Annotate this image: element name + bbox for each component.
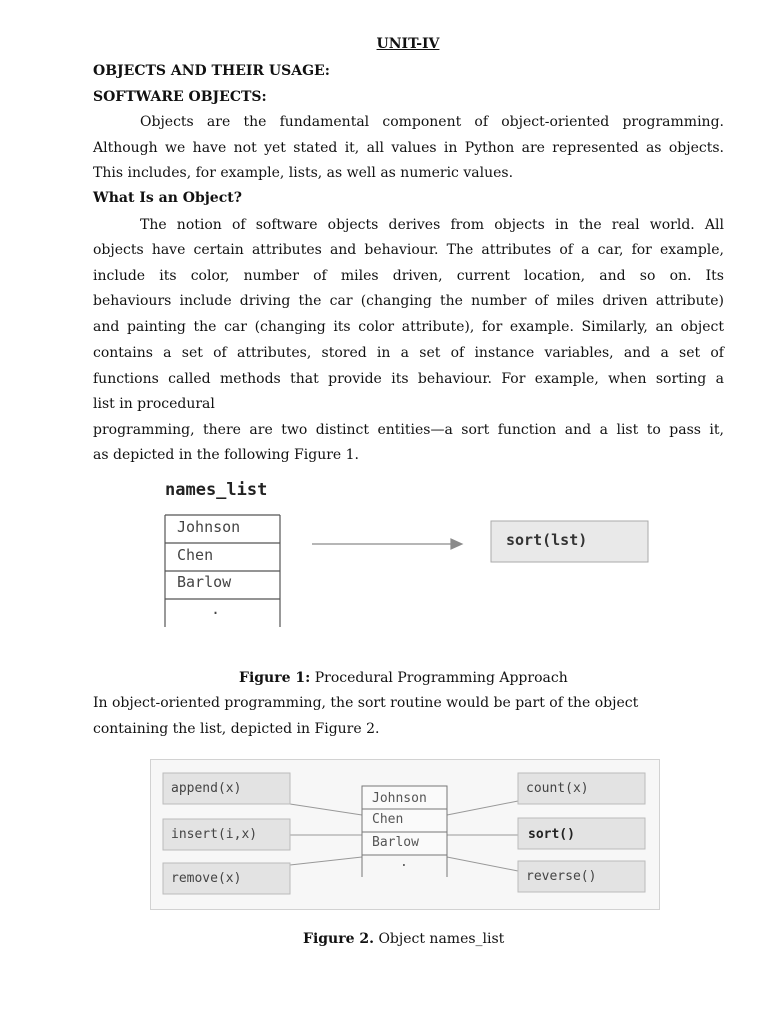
figure-2-item-chen: Chen: [372, 812, 404, 827]
figure-2-diagram: [150, 759, 661, 911]
figure-2-caption: [303, 930, 504, 948]
figure-1-caption-label: Figure 1:: [239, 670, 311, 686]
body-line-6: contains a set of attributes, stored in a set of instance variables, and a set of: [93, 345, 724, 361]
figure-2-item-ellipsis: .: [400, 855, 408, 870]
figure-2-right-method-reverse-label: reverse(): [526, 869, 597, 884]
figure-2-item-johnson: Johnson: [372, 791, 427, 806]
figure-1-item-barlow: Barlow: [177, 573, 232, 591]
intro-line-1: Objects are the fundamental component of object-oriented programming.: [140, 114, 724, 130]
figure-2-right-method-count-label: count(x): [526, 781, 589, 796]
figure-2-item-barlow: Barlow: [372, 835, 419, 850]
figure-2-left-method-remove-label: remove(x): [171, 871, 242, 886]
intro-line-3: This includes, for example, lists, as well as numeric values.: [93, 165, 514, 181]
figure-2-left-method-append: [163, 773, 290, 804]
figure-2-right-method-reverse: [518, 861, 645, 892]
figure-2-left-method-append-label: append(x): [171, 781, 242, 796]
figure-2-caption-text: Object names_list: [374, 931, 505, 947]
section-heading-objects-usage: OBJECTS AND THEIR USAGE:: [93, 63, 330, 79]
body-line-3: include its color, number of miles driven, current location, and so on. Its: [93, 268, 724, 284]
figure-1-arrow: [312, 539, 462, 549]
figure-1-item-ellipsis: .: [211, 600, 221, 618]
figure-1-function-label: sort(lst): [506, 531, 588, 549]
body-line-4: behaviours include driving the car (changing the number of miles driven attribute): [93, 293, 724, 309]
figure-1-diagram: [150, 474, 670, 634]
body-line-9: programming, there are two distinct entities—a sort function and a list to pass it,: [93, 422, 724, 438]
body-line-5: and painting the car (changing its color attribute), for example. Similarly, an object: [93, 319, 724, 335]
oop-line-2: containing the list, depicted in Figure 2.: [93, 721, 380, 737]
figure-2-left-method-remove: [163, 863, 290, 894]
unit-title: UNIT-IV: [376, 36, 440, 52]
section-heading-software-objects: SOFTWARE OBJECTS:: [93, 89, 267, 105]
figure-2-right-method-sort-label: sort(): [528, 827, 575, 842]
figure-1-list-title: names_list: [165, 480, 268, 500]
intro-line-2: Although we have not yet stated it, all values in Python are represented as objects.: [93, 140, 724, 156]
figure-2-right-method-count: [518, 773, 645, 804]
figure-2-left-method-insert-label: insert(i,x): [171, 827, 258, 842]
figure-1-caption-text: Procedural Programming Approach: [310, 670, 568, 686]
body-line-8: list in procedural: [93, 396, 215, 412]
figure-1-caption: [239, 669, 568, 687]
subheading-what-is-object: What Is an Object?: [93, 190, 242, 206]
body-line-10: as depicted in the following Figure 1.: [93, 447, 359, 463]
body-line-2: objects have certain attributes and behaviour. The attributes of a car, for example,: [93, 242, 724, 258]
oop-line-1: In object-oriented programming, the sort routine would be part of the object: [93, 695, 639, 711]
figure-2-right-method-sort: [518, 818, 645, 849]
figure-1-item-chen: Chen: [177, 546, 214, 564]
body-line-7: functions called methods that provide its behaviour. For example, when sorting a: [93, 371, 724, 387]
figure-2-left-method-insert: [163, 819, 290, 850]
figure-2-caption-label: Figure 2.: [303, 931, 374, 947]
figure-1-item-johnson: Johnson: [177, 518, 241, 536]
body-line-1: The notion of software objects derives from objects in the real world. All: [140, 217, 724, 233]
